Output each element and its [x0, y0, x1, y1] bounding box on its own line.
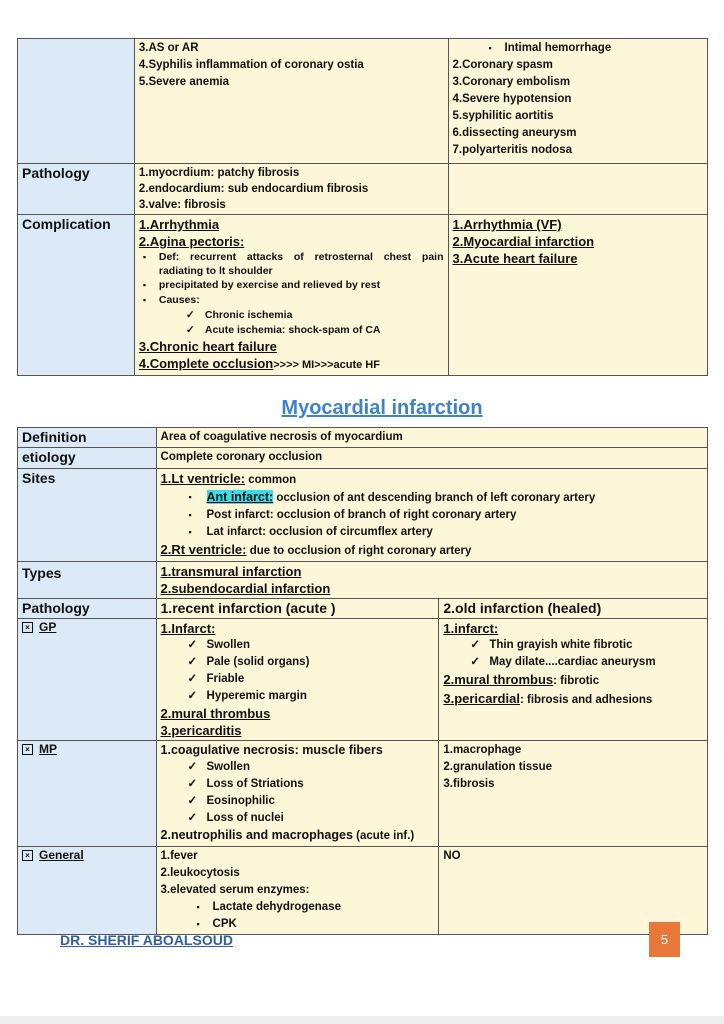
site-rt-ventricle: [161, 541, 703, 560]
angina-definition: ▪ Def: recurrent attacks of retrosternal chest pain radiating to lt shoulder: [139, 250, 444, 278]
angina-causes: ▪ Causes:: [139, 293, 444, 308]
pathology-item: 2.endocardium: sub endocardium fibrosis: [138, 183, 369, 195]
gp-infarct: 1.Infarct:: [160, 621, 216, 636]
types-cell: [156, 562, 707, 599]
mp-label: MP: [39, 742, 57, 756]
mp-check-item: ✓ Swollen: [161, 759, 435, 776]
checkbox-x-icon: ×: [22, 744, 33, 755]
mp-check-item: ✓ Eosinophilic: [161, 793, 435, 810]
checkbox-x-icon: ×: [22, 622, 33, 633]
causes-label-cell: [18, 39, 135, 164]
site-lt-ventricle-head: 1.Lt ventricle:: [160, 471, 246, 486]
gp-check-item: ✓ Swollen: [161, 637, 435, 654]
general-enzyme-item: ▪ CPK: [161, 916, 435, 933]
cause-acute-ischemia: ✓ Acute ischemia: shock-spam of CA: [139, 323, 444, 338]
definition-label: Definition: [18, 428, 157, 448]
pathology-label: Pathology: [18, 599, 157, 619]
complication-right-cell: [448, 215, 708, 376]
complication-right-item: 3.Acute heart failure: [452, 251, 578, 266]
cause-item: 3.Coronary embolism: [452, 76, 571, 88]
gp-label: GP: [39, 620, 57, 634]
mp-neutrophils: 2.neutrophilis and macrophages: [160, 828, 353, 842]
old-infarction-header: 2.old infarction (healed): [439, 599, 708, 619]
gp-check-item: ✓ Pale (solid organs): [161, 654, 435, 671]
mp-label-cell: [18, 741, 157, 847]
complication-occlusion-line: [139, 355, 444, 374]
mp-old-item: 2.granulation tissue: [443, 761, 552, 773]
site-lt-ventricle: [161, 470, 703, 489]
section-title: Myocardial infarction: [281, 397, 483, 419]
pathology-right-cell: [448, 164, 708, 215]
recent-infarction-header: 1.recent infarction (acute ): [156, 599, 439, 619]
site-rt-ventricle-head: 2.Rt ventricle:: [160, 542, 247, 557]
causes-middle-cell: [134, 39, 448, 164]
gp-old-mural-tail: : fibrotic: [553, 675, 600, 687]
cause-item: 5.syphilitic aortitis: [452, 110, 554, 122]
mp-old-cell: [439, 741, 708, 847]
cause-item: 4.Syphilis inflammation of coronary ostia: [138, 59, 364, 71]
complication-chronic-hf: 3.Chronic heart failure: [138, 339, 277, 354]
gp-old-mural-line: [443, 671, 703, 690]
complication-angina: 2.Agina pectoris:: [138, 234, 245, 249]
pathology-item: 1.myocrdium: patchy fibrosis: [138, 167, 300, 179]
general-old-cell: NO: [439, 847, 708, 935]
types-label: Types: [18, 562, 157, 599]
pathology-item: 3.valve: fibrosis: [138, 199, 226, 211]
etiology-label: etiology: [18, 448, 157, 469]
gp-old-pericardial-line: [443, 690, 703, 709]
sites-label: Sites: [18, 469, 157, 562]
complication-label: Complication: [18, 215, 135, 376]
site-ant-infarct: [161, 489, 703, 507]
mp-recent-cell: [156, 741, 439, 847]
gp-recent-cell: [156, 619, 439, 741]
general-item: 3.elevated serum enzymes:: [160, 884, 310, 896]
complication-right-item: 1.Arrhythmia (VF): [452, 217, 562, 232]
complication-arrhythmia: 1.Arrhythmia: [138, 217, 220, 232]
mp-old-item: 1.macrophage: [443, 744, 522, 756]
gp-old-check-item: ✓ May dilate....cardiac aneurysm: [443, 654, 703, 671]
myocardial-infarction-table: [17, 427, 708, 935]
complication-occlusion: 4.Complete occlusion: [138, 356, 274, 371]
mp-old-item: 3.fibrosis: [443, 778, 495, 790]
site-ant-infarct-head: Ant infarct:: [206, 490, 274, 504]
general-enzyme-item: ▪ Lactate dehydrogenase: [161, 899, 435, 916]
general-recent-cell: [156, 847, 439, 935]
definition-text: Area of coagulative necrosis of myocardium: [156, 428, 707, 448]
mp-check-item: ✓ Loss of Striations: [161, 776, 435, 793]
type-item: 2.subendocardial infarction: [160, 581, 331, 596]
general-item: 2.leukocytosis: [160, 867, 240, 879]
gp-old-cell: [439, 619, 708, 741]
checkbox-x-icon: ×: [22, 850, 33, 861]
gp-check-item: ✓ Hyperemic margin: [161, 688, 435, 705]
cause-item: 4.Severe hypotension: [452, 93, 572, 105]
gp-old-mural-head: 2.mural thrombus: [443, 672, 554, 687]
complication-occlusion-tail: >>>> MI>>>acute HF: [273, 359, 380, 371]
mp-coagulative: 1.coagulative necrosis: muscle fibers: [160, 743, 383, 757]
site-lat-infarct: ▪ Lat infarct: occlusion of circumflex artery: [161, 524, 703, 541]
etiology-text: Complete coronary occlusion: [156, 448, 707, 469]
gp-old-pericardial-tail: : fibrosis and adhesions: [519, 694, 653, 706]
site-post-infarct: ▪ Post infarct: occlusion of branch of right coronary artery: [161, 507, 703, 524]
complication-cell: [134, 215, 448, 376]
type-item: 1.transmural infarction: [160, 564, 302, 579]
cause-item: 2.Coronary spasm: [452, 59, 553, 71]
general-item: 1.fever: [160, 850, 198, 862]
mp-check-item: ✓ Loss of nuclei: [161, 810, 435, 827]
cause-item: 6.dissecting aneurysm: [452, 127, 577, 139]
gp-old-pericardial-head: 3.pericardial: [443, 691, 520, 706]
gp-mural-thrombus: 2.mural thrombus: [160, 706, 271, 721]
gp-pericarditis: 3.pericarditis: [160, 723, 242, 738]
gp-label-cell: [18, 619, 157, 741]
angina-precipitated: ▪ precipitated by exercise and relieved by rest: [139, 278, 444, 293]
bottom-divider: [0, 1016, 724, 1024]
gp-old-check-item: ✓ Thin grayish white fibrotic: [443, 637, 703, 654]
mp-neutrophils-line: [161, 827, 435, 845]
sites-cell: [156, 469, 707, 562]
general-label-cell: [18, 847, 157, 935]
cause-item: 5.Severe anemia: [138, 76, 230, 88]
gp-check-item: ✓ Friable: [161, 671, 435, 688]
author-name: DR. SHERIF ABOALSOUD: [60, 932, 233, 948]
cause-item: 7.polyarteritis nodosa: [452, 144, 573, 156]
complication-right-item: 2.Myocardial infarction: [452, 234, 595, 249]
pathology-cell: [134, 164, 448, 215]
cause-bullet-item: ▪ Intimal hemorrhage: [453, 40, 704, 57]
pathology-label: Pathology: [18, 164, 135, 215]
general-label: General: [39, 848, 84, 862]
previous-topic-table: [17, 38, 708, 376]
gp-old-infarct: 1.infarct:: [443, 621, 499, 636]
site-ant-infarct-tail: occlusion of ant descending branch of left coronary artery: [273, 492, 596, 504]
page-number: 5: [649, 922, 680, 957]
mp-neutrophils-tail: (acute inf.): [352, 830, 415, 842]
cause-chronic-ischemia: ✓ Chronic ischemia: [139, 308, 444, 323]
site-lt-ventricle-tail: common: [245, 474, 297, 486]
site-rt-ventricle-tail: due to occlusion of right coronary artery: [246, 545, 472, 557]
causes-right-cell: [448, 39, 708, 164]
cause-item: 3.AS or AR: [138, 42, 199, 54]
